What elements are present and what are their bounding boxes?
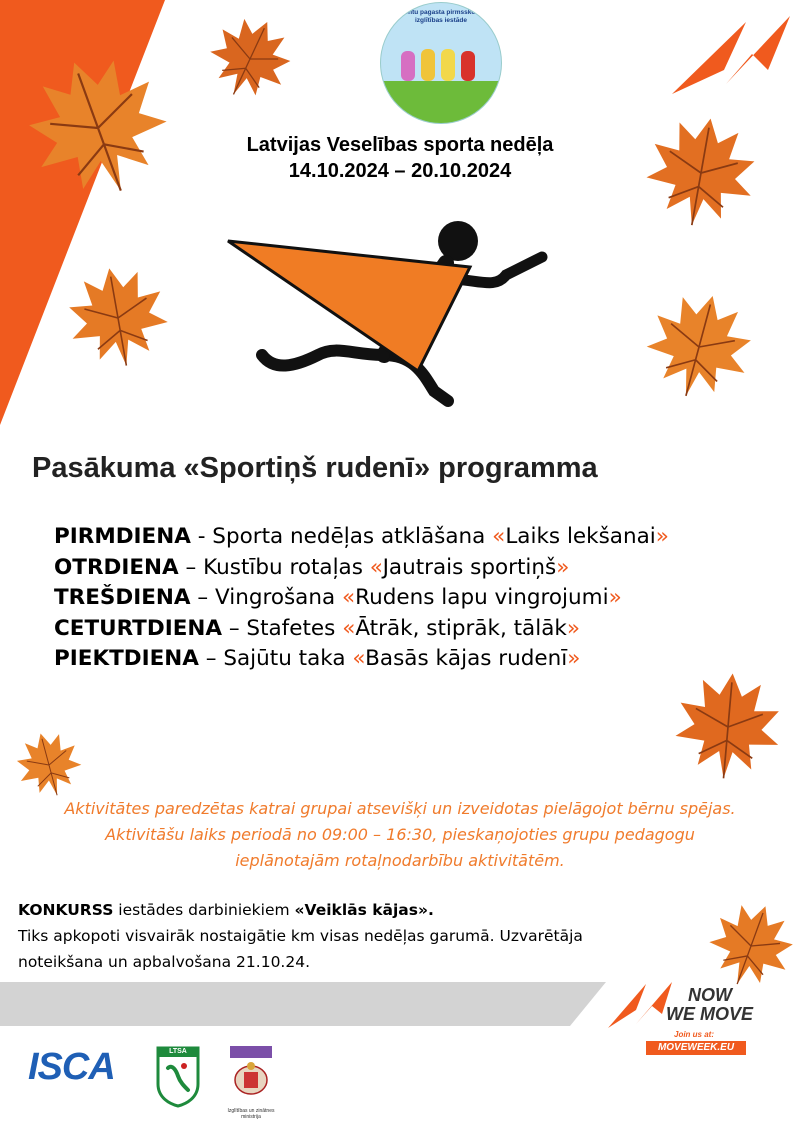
contest-name: «Veiklās kājas». xyxy=(294,901,434,919)
moveweek-arrow-icon xyxy=(668,12,794,100)
day-name: TREŠDIENA xyxy=(54,585,191,610)
programme-heading: Pasākuma «Sportiņš rudenī» programma xyxy=(32,452,598,484)
activity-note xyxy=(0,796,800,874)
autumn-leaf-icon xyxy=(14,730,84,800)
quote-close: » xyxy=(556,554,570,580)
day-name: OTRDIENA xyxy=(54,554,179,580)
ltsa-logo xyxy=(156,1046,200,1108)
contest-label: KONKURSS xyxy=(18,901,114,919)
ministry-caption: Izglītības un zinātnes ministrija xyxy=(227,1108,275,1120)
contest-text: iestādes darbiniekiem xyxy=(113,901,295,919)
isca-logo: ISCA xyxy=(28,1046,115,1088)
day-item xyxy=(54,522,669,553)
quote-close: » xyxy=(608,585,622,610)
note-line: ieplānotajām rotaļnodarbību aktivitātēm. xyxy=(235,851,565,870)
day-item xyxy=(54,644,669,675)
event-dates: 14.10.2024 – 20.10.2024 xyxy=(288,160,512,182)
logo-text: Biontu pagasta pirmsskolas izglītības iestāde xyxy=(397,9,485,24)
day-name: PIEKTDIENA xyxy=(54,646,199,671)
autumn-leaf-icon xyxy=(668,668,788,786)
moveweek-url: MOVEWEEK.EU xyxy=(646,1041,746,1055)
autumn-leaf-icon xyxy=(640,288,758,406)
programme-day-list xyxy=(54,522,669,675)
now-we-move-logo xyxy=(666,986,753,1024)
kindergarten-logo xyxy=(380,2,502,124)
activity-name: Basās kājas rudenī xyxy=(365,646,568,671)
nwm-line: NOW xyxy=(688,985,732,1005)
quote-open: « xyxy=(369,554,383,580)
coat-of-arms-icon xyxy=(226,1058,276,1098)
footer-bar xyxy=(0,980,606,1028)
contest-section xyxy=(18,897,698,975)
day-activity: – Sajūtu taka xyxy=(198,646,353,671)
day-item xyxy=(54,553,669,584)
quote-open: « xyxy=(342,615,356,641)
runner-illustration xyxy=(224,205,564,415)
contest-line: Tiks apkopoti visvairāk nostaigātie km visas nedēļas garumā. Uzvarētāja xyxy=(18,927,583,945)
quote-close: » xyxy=(567,646,581,671)
autumn-leaf-icon xyxy=(62,262,174,374)
quote-close: » xyxy=(566,615,580,641)
day-activity: – Stafetes xyxy=(222,615,343,641)
autumn-leaf-icon xyxy=(205,14,295,104)
quote-open: « xyxy=(492,524,506,549)
day-activity: - Sporta nedēļas atklāšana xyxy=(190,524,493,549)
activity-name: Jautrais sportiņš xyxy=(382,554,557,580)
quote-open: « xyxy=(352,646,366,671)
day-activity: – Kustību rotaļas xyxy=(178,554,370,580)
day-item xyxy=(54,583,669,614)
day-activity: – Vingrošana xyxy=(190,585,342,610)
activity-name: Ātrāk, stiprāk, tālāk xyxy=(355,615,567,641)
day-item xyxy=(54,614,669,645)
day-name: CETURTDIENA xyxy=(54,615,223,641)
quote-open: « xyxy=(342,585,356,610)
event-title: Latvijas Veselības sporta nedēļa xyxy=(246,134,554,156)
ministry-logo xyxy=(226,1046,276,1106)
nwm-line: WE MOVE xyxy=(666,1004,754,1024)
quote-close: » xyxy=(655,524,669,549)
join-us-label: Join us at: xyxy=(674,1030,715,1039)
note-line: Aktivitātes paredzētas katrai grupai atsevišķi un izveidotas pielāgojot bērnu spējas. xyxy=(64,799,736,818)
note-line: Aktivitāšu laiks periodā no 09:00 – 16:30, pieskaņojoties grupu pedagogu xyxy=(105,825,695,844)
activity-name: Rudens lapu vingrojumi xyxy=(355,585,609,610)
activity-name: Laiks lekšanai xyxy=(505,524,656,549)
autumn-leaf-icon xyxy=(706,900,796,992)
ltsa-label: LTSA xyxy=(169,1048,187,1055)
contest-line: noteikšana un apbalvošana 21.10.24. xyxy=(18,953,311,971)
day-name: PIRMDIENA xyxy=(54,524,191,549)
